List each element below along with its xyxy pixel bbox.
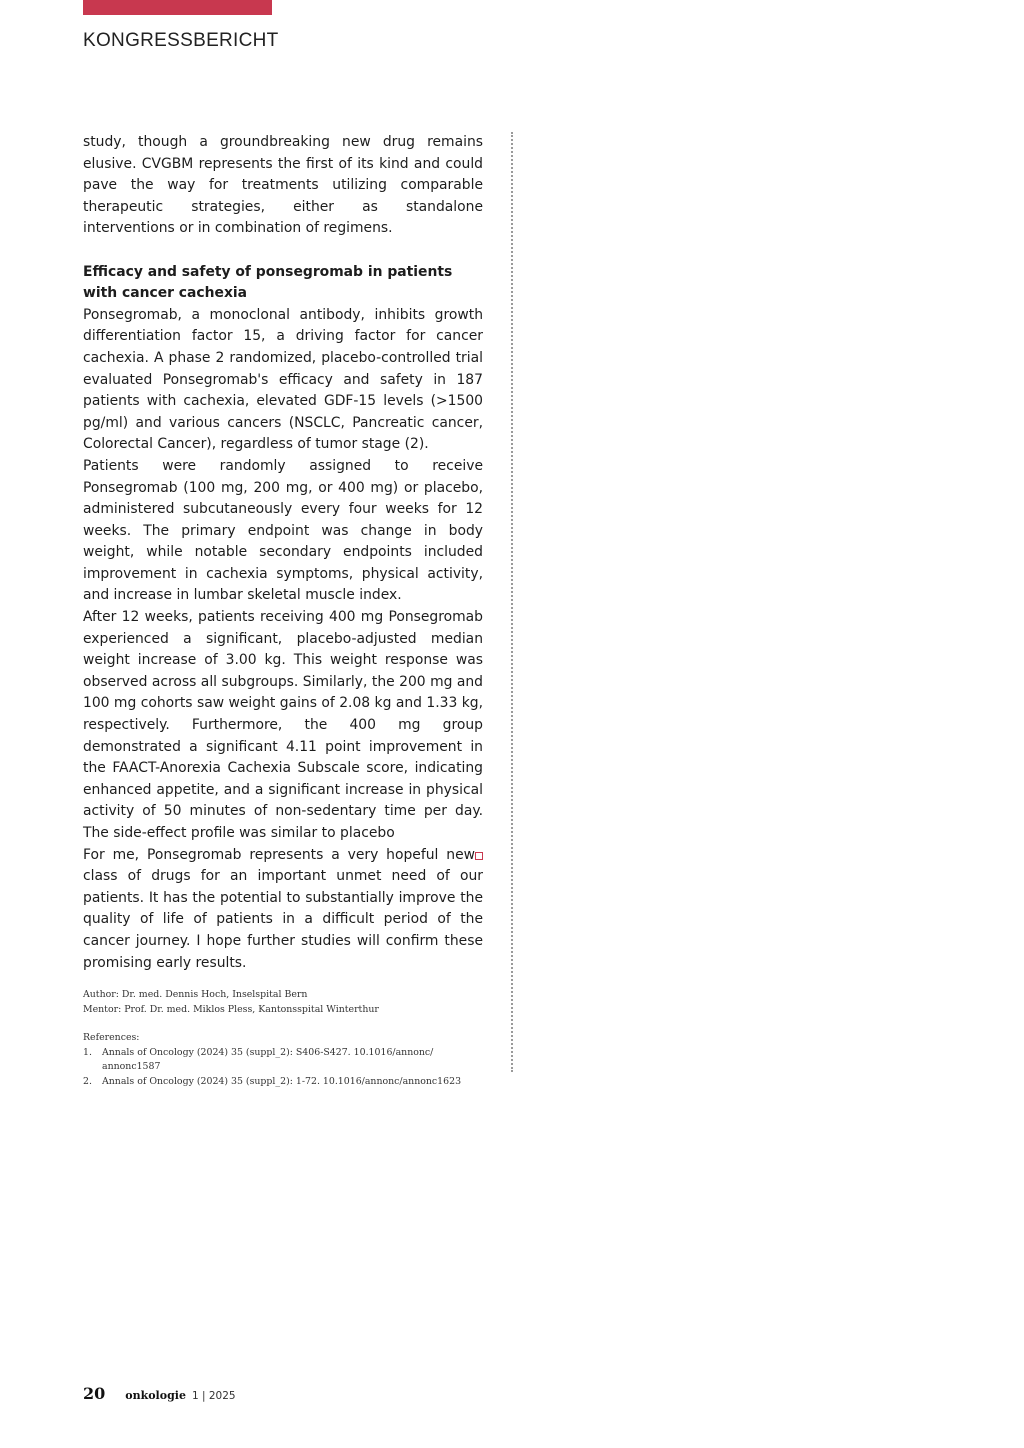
journal-name: onkologie: [125, 1389, 186, 1402]
mentor-line: Mentor: Prof. Dr. med. Miklos Pless, Kantonsspital Winterthur: [83, 1003, 379, 1015]
author-line: Author: Dr. med. Dennis Hoch, Inselspital Bern: [83, 989, 308, 1001]
article-column: [83, 132, 483, 1089]
reference-item: [83, 1046, 483, 1075]
body-paragraph-3: After 12 weeks, patients receiving 400 mg Ponsegromab experienced a significant, placebo-adjusted median weight increase of 3.00 kg. This weight response was observed across all subgroups. Similarly, the 200 mg and 100 mg cohorts saw weight gains of 2.08 kg and 1.33 kg, respectively. Furthermore, the 400 mg group demonstrated a significant 4.11 point improvement in the FAACT-Anorexia Cachexia Subscale score, indicating enhanced appetite, and a significant increase in physical activity of 50 minutes of non-sedentary time per day. The side-effect profile was similar to placebo: [83, 609, 483, 841]
references-list: [83, 1046, 483, 1090]
issue-label: 1 | 2025: [191, 1390, 236, 1402]
page-footer: [83, 1384, 236, 1403]
end-of-article-square-icon: [475, 852, 483, 860]
section-label: KONGRESSBERICHT: [83, 30, 279, 51]
body-paragraph-4: [83, 845, 483, 975]
intro-paragraph: study, though a groundbreaking new drug remains elusive. CVGBM represents the first of its kind and could pave the way for treatments utilizing comparable therapeutic strategies, either as standalone interventions or in combination of regimens.: [83, 134, 483, 237]
body-paragraph-1: Ponsegromab, a monoclonal antibody, inhibits growth differentiation factor 15, a driving factor for cancer cachexia. A phase 2 randomized, placebo-controlled trial evaluated Ponsegromab's efficacy and safety in 187 patients with cachexia, elevated GDF-15 levels (>1500 pg/ml) and various cancers (NSCLC, Pancreatic cancer, Colorectal Cancer), regardless of tumor stage (2).: [83, 306, 483, 453]
column-divider: [511, 132, 513, 1072]
body-paragraph-4-text: For me, Ponsegromab represents a very hopeful new class of drugs for an important unmet need of our patients. It has the potential to substantially improve the quality of life of patients in a difficult period of the cancer journey. I hope further studies will confirm these promising early results.: [83, 846, 483, 971]
page-number: 20: [83, 1384, 106, 1403]
reference-item: [83, 1075, 483, 1090]
reference-text: Annals of Oncology (2024) 35 (suppl_2): S406-S427. 10.1016/annonc/ annonc1587: [102, 1046, 434, 1073]
reference-number: 2.: [83, 1075, 92, 1087]
credits-block: [83, 988, 483, 1089]
reference-text: Annals of Oncology (2024) 35 (suppl_2): 1-72. 10.1016/annonc/annonc1623: [102, 1075, 462, 1087]
body-paragraph-2: Patients were randomly assigned to receive Ponsegromab (100 mg, 200 mg, or 400 mg) or placebo, administered subcutaneously every four weeks for 12 weeks. The primary endpoint was change in body weight, while notable secondary endpoints included improvement in cachexia symptoms, physical activity, and increase in lumbar skeletal muscle index.: [83, 457, 483, 604]
reference-number: 1.: [83, 1046, 92, 1058]
references-heading: References:: [83, 1032, 140, 1044]
article-heading: Efficacy and safety of ponsegromab in patients with cancer cachexia: [83, 263, 453, 302]
accent-bar: [83, 0, 272, 15]
